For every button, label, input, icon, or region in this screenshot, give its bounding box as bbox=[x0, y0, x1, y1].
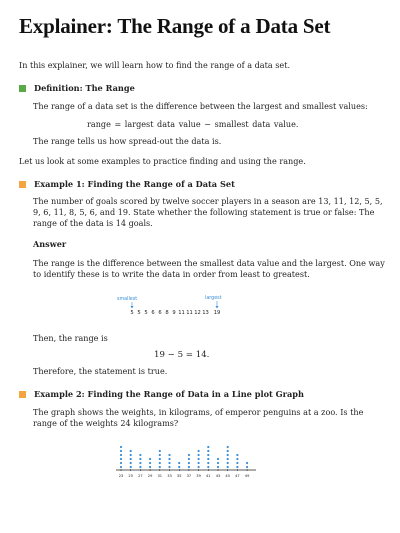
data-dot bbox=[130, 450, 132, 452]
data-dot bbox=[246, 466, 248, 468]
data-dot bbox=[207, 458, 209, 460]
answer-label: Answer bbox=[33, 239, 67, 249]
data-dot bbox=[149, 458, 151, 460]
data-dot bbox=[236, 454, 238, 456]
data-dot bbox=[168, 466, 170, 468]
data-dot bbox=[227, 458, 229, 460]
data-dot bbox=[149, 462, 151, 464]
example1-heading bbox=[19, 179, 235, 189]
page-title: Explainer: The Range of a Data Set bbox=[19, 14, 331, 38]
tick-label: 35 bbox=[176, 474, 182, 478]
data-dot bbox=[227, 454, 229, 456]
plot-dots bbox=[120, 446, 248, 468]
data-dot bbox=[120, 454, 122, 456]
data-dot bbox=[159, 462, 161, 464]
data-dot bbox=[120, 446, 122, 448]
data-dot bbox=[159, 450, 161, 452]
tick-label: 45 bbox=[225, 474, 230, 478]
data-dot bbox=[227, 446, 229, 448]
example2-problem: The graph shows the weights, in kilograms, of emperor penguins at a zoo. Is the range of the weights 24 kilograms? bbox=[33, 407, 364, 429]
example1-problem: The number of goals scored by twelve soccer players in a season are 13, 11, 12, 5, 5, 9, 6, 11, 8, 5, 6, and 19. State whether the following statement is true or false: The range of the data is 14 goals. bbox=[33, 196, 383, 229]
ordered-value: 5 bbox=[144, 310, 148, 316]
data-dot bbox=[188, 458, 190, 460]
data-dot bbox=[139, 458, 141, 460]
example2-marker-icon bbox=[19, 391, 26, 398]
smallest-label: smallest bbox=[117, 297, 138, 302]
data-dot bbox=[168, 458, 170, 460]
data-dot bbox=[120, 462, 122, 464]
range-equation: 19 − 5 = 14. bbox=[154, 350, 210, 360]
tick-label: 49 bbox=[244, 474, 250, 478]
data-dot bbox=[207, 454, 209, 456]
line-plot bbox=[112, 440, 262, 484]
data-dot bbox=[178, 466, 180, 468]
answer-text: The range is the difference between the smallest data value and the largest. One way to identify these is to write the data in order from least to greatest. bbox=[33, 258, 385, 280]
tick-label: 37 bbox=[186, 474, 192, 478]
data-dot bbox=[130, 454, 132, 456]
ordered-data-figure bbox=[114, 292, 234, 318]
data-dot bbox=[217, 466, 219, 468]
ordered-value: 11 bbox=[186, 310, 193, 316]
tick-label: 31 bbox=[157, 474, 163, 478]
ordered-value: 5 bbox=[137, 310, 141, 316]
data-dot bbox=[207, 446, 209, 448]
definition-marker-icon bbox=[19, 85, 26, 92]
data-dot bbox=[236, 458, 238, 460]
ordered-value: 12 bbox=[194, 310, 201, 316]
ordered-value: 8 bbox=[165, 310, 169, 316]
data-dot bbox=[130, 466, 132, 468]
data-dot bbox=[120, 458, 122, 460]
data-dot bbox=[198, 454, 200, 456]
data-dot bbox=[139, 466, 141, 468]
example2-heading-label: Example 2: Finding the Range of Data in a Line plot Graph bbox=[34, 389, 304, 399]
data-dot bbox=[207, 462, 209, 464]
definition-heading bbox=[19, 83, 135, 93]
data-dot bbox=[168, 462, 170, 464]
conclusion-text: Therefore, the statement is true. bbox=[33, 366, 168, 376]
data-dot bbox=[217, 458, 219, 460]
data-dot bbox=[227, 466, 229, 468]
data-dot bbox=[149, 466, 151, 468]
data-dot bbox=[198, 458, 200, 460]
tick-label: 47 bbox=[235, 474, 240, 478]
data-dot bbox=[139, 454, 141, 456]
largest-label: largest bbox=[205, 296, 222, 301]
example1-heading-label: Example 1: Finding the Range of a Data Set bbox=[34, 179, 235, 189]
tick-label: 27 bbox=[138, 474, 143, 478]
tick-label: 41 bbox=[206, 474, 211, 478]
data-dot bbox=[120, 466, 122, 468]
data-dot bbox=[188, 466, 190, 468]
ordered-value: 6 bbox=[151, 310, 155, 316]
largest-arrow-head bbox=[216, 306, 219, 309]
data-dot bbox=[227, 450, 229, 452]
data-dot bbox=[159, 454, 161, 456]
range-formula: range = largest data value − smallest data value. bbox=[87, 119, 299, 129]
data-dot bbox=[246, 462, 248, 464]
tick-label: 29 bbox=[147, 474, 153, 478]
data-dot bbox=[130, 458, 132, 460]
ordered-value: 5 bbox=[130, 310, 134, 316]
tick-label: 39 bbox=[196, 474, 201, 478]
transition-text: Let us look at some examples to practice finding and using the range. bbox=[19, 156, 306, 166]
definition-text: The range of a data set is the difference between the largest and smallest values: bbox=[33, 101, 368, 111]
data-dot bbox=[159, 466, 161, 468]
ordered-value: 11 bbox=[178, 310, 185, 316]
data-dot bbox=[168, 454, 170, 456]
data-dot bbox=[207, 450, 209, 452]
data-dot bbox=[188, 454, 190, 456]
then-text: Then, the range is bbox=[33, 333, 108, 343]
ordered-values bbox=[130, 310, 220, 316]
data-dot bbox=[198, 450, 200, 452]
data-dot bbox=[188, 462, 190, 464]
ordered-value: 6 bbox=[158, 310, 162, 316]
smallest-arrow-head bbox=[131, 306, 134, 309]
definition-heading-label: Definition: The Range bbox=[34, 83, 135, 93]
example2-heading bbox=[19, 389, 304, 399]
ordered-value: 19 bbox=[213, 310, 221, 316]
data-dot bbox=[130, 462, 132, 464]
tick-label: 33 bbox=[167, 474, 172, 478]
example1-marker-icon bbox=[19, 181, 26, 188]
data-dot bbox=[139, 462, 141, 464]
tick-label: 43 bbox=[215, 474, 221, 478]
data-dot bbox=[159, 458, 161, 460]
data-dot bbox=[198, 466, 200, 468]
ordered-value: 13 bbox=[202, 310, 209, 316]
data-dot bbox=[227, 462, 229, 464]
data-dot bbox=[236, 466, 238, 468]
intro-text: In this explainer, we will learn how to find the range of a data set. bbox=[19, 60, 291, 70]
data-dot bbox=[120, 450, 122, 452]
tick-label: 25 bbox=[128, 474, 133, 478]
definition-note: The range tells us how spread-out the data is. bbox=[33, 136, 222, 146]
data-dot bbox=[178, 462, 180, 464]
data-dot bbox=[236, 462, 238, 464]
data-dot bbox=[207, 466, 209, 468]
data-dot bbox=[217, 462, 219, 464]
data-dot bbox=[198, 462, 200, 464]
tick-label: 23 bbox=[118, 474, 124, 478]
ordered-value: 9 bbox=[172, 310, 176, 316]
